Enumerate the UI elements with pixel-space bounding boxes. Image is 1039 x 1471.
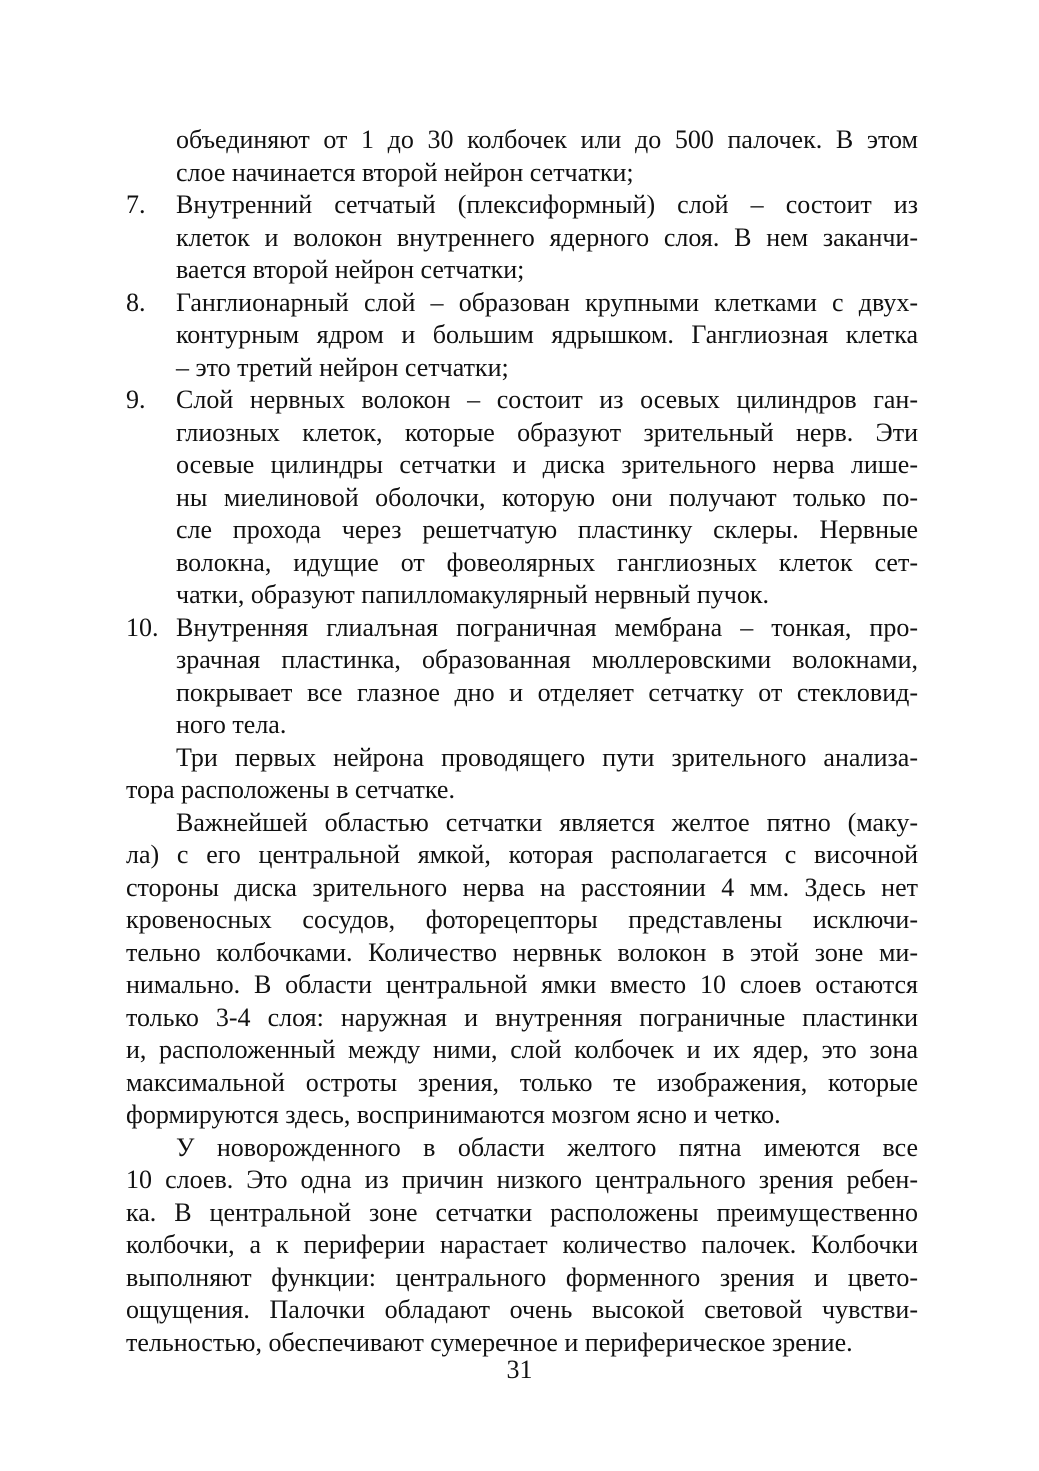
text-line: Ганглионарный слой – образован крупными клетками с двух- xyxy=(176,287,918,317)
text-line: 10 слоев. Это одна из причин низкого центрального зрения ребен- xyxy=(126,1165,918,1194)
text-line: и, расположенный между ними, слой колбочек и их ядер, это зона xyxy=(126,1035,918,1064)
text-line: Внутренний сетчатый (плексиформный) слой – состоит из xyxy=(176,190,918,219)
text-line: контурным ядром и большим ядрышком. Ганглиозная клетка xyxy=(176,320,918,349)
text-line: чатки, образуют папилломакулярный нервный пучок. xyxy=(176,580,769,609)
paragraph xyxy=(126,742,918,807)
text-line: – это третий нейрон сетчатки; xyxy=(176,352,509,382)
text-line: тора расположены в сетчатке. xyxy=(126,775,455,804)
text-line: волокна, идущие от фовеолярных ганглиозных клеток сет- xyxy=(176,547,918,577)
text-line: ла) с его центральной ямкой, которая располагается с височной xyxy=(126,840,918,869)
text-line: нимально. В области центральной ямки вместо 10 слоев остаются xyxy=(126,970,918,999)
text-line: Три первых нейрона проводящего пути зрительного анализа- xyxy=(176,742,918,772)
text-line: Внутренняя глиалъная пограничная мембрана – тонкая, про- xyxy=(176,612,918,642)
paragraph xyxy=(126,1132,918,1360)
list-item xyxy=(126,384,918,612)
text-line: стороны диска зрительного нерва на расстоянии 4 мм. Здесь нет xyxy=(126,872,918,902)
text-line: колбочки, а к периферии нарастает количество палочек. Колбочки xyxy=(126,1230,918,1259)
list-item-continuation xyxy=(126,124,918,189)
text-line: сле прохода через решетчатую пластинку склеры. Нервные xyxy=(176,515,918,544)
text-line: У новорожденного в области желтого пятна имеются все xyxy=(176,1132,918,1162)
text-line: покрывает все глазное дно и отделяет сетчатку от стекловид- xyxy=(176,677,918,707)
list-item-number: 10. xyxy=(126,612,159,642)
text-line: слое начинается второй нейрон сетчатки; xyxy=(176,157,634,187)
list-item-number: 9. xyxy=(126,385,146,414)
list-item-number: 8. xyxy=(126,287,146,317)
list-item xyxy=(126,612,918,742)
page-number: 31 xyxy=(506,1355,533,1384)
text-line: вается второй нейрон сетчатки; xyxy=(176,255,525,284)
list-item-number: 7. xyxy=(126,190,146,219)
list-item xyxy=(126,287,918,385)
text-line: глиозных клеток, которые образуют зрительный нерв. Эти xyxy=(176,417,918,447)
text-line: ного тела. xyxy=(176,710,287,739)
text-line: максимальной остроты зрения, только те изображения, которые xyxy=(126,1067,918,1097)
text-line: зрачная пластинка, образованная мюллеровскими волокнами, xyxy=(176,645,918,674)
text-line: ны миелиновой оболочки, которую они получают только по- xyxy=(176,482,918,512)
text-line: объединяют от 1 до 30 колбочек или до 500 палочек. В этом xyxy=(176,125,918,154)
text-line: только 3-4 слоя: наружная и внутренняя пограничные пластинки xyxy=(126,1002,918,1032)
text-line: Важнейшей областью сетчатки является желтое пятно (маку- xyxy=(176,807,918,837)
text-line: тельностью, обеспечивают сумеречное и периферическое зрение. xyxy=(126,1327,853,1357)
list-item xyxy=(126,189,918,287)
text-line: ка. В центральной зоне сетчатки расположены преимущественно xyxy=(126,1197,918,1227)
text-line: ощущения. Палочки обладают очень высокой световой чувстви- xyxy=(126,1295,918,1324)
text-line: Слой нервных волокон – состоит из осевых цилиндров ган- xyxy=(176,385,918,414)
text-line: кровеносных сосудов, фоторецепторы представлены исключи- xyxy=(126,905,918,934)
text-line: формируются здесь, воспринимаются мозгом ясно и четко. xyxy=(126,1100,781,1129)
text-line: тельно колбочками. Количество нервньк волокон в этой зоне ми- xyxy=(126,937,918,967)
page-body xyxy=(126,124,918,1359)
text-line: осевые цилиндры сетчатки и диска зрительного нерва лише- xyxy=(176,450,918,479)
paragraph xyxy=(126,807,918,1132)
text-line: выполняют функции: центрального форменного зрения и цвето- xyxy=(126,1262,918,1292)
text-line: клеток и волокон внутреннего ядерного слоя. В нем заканчи- xyxy=(176,222,918,252)
